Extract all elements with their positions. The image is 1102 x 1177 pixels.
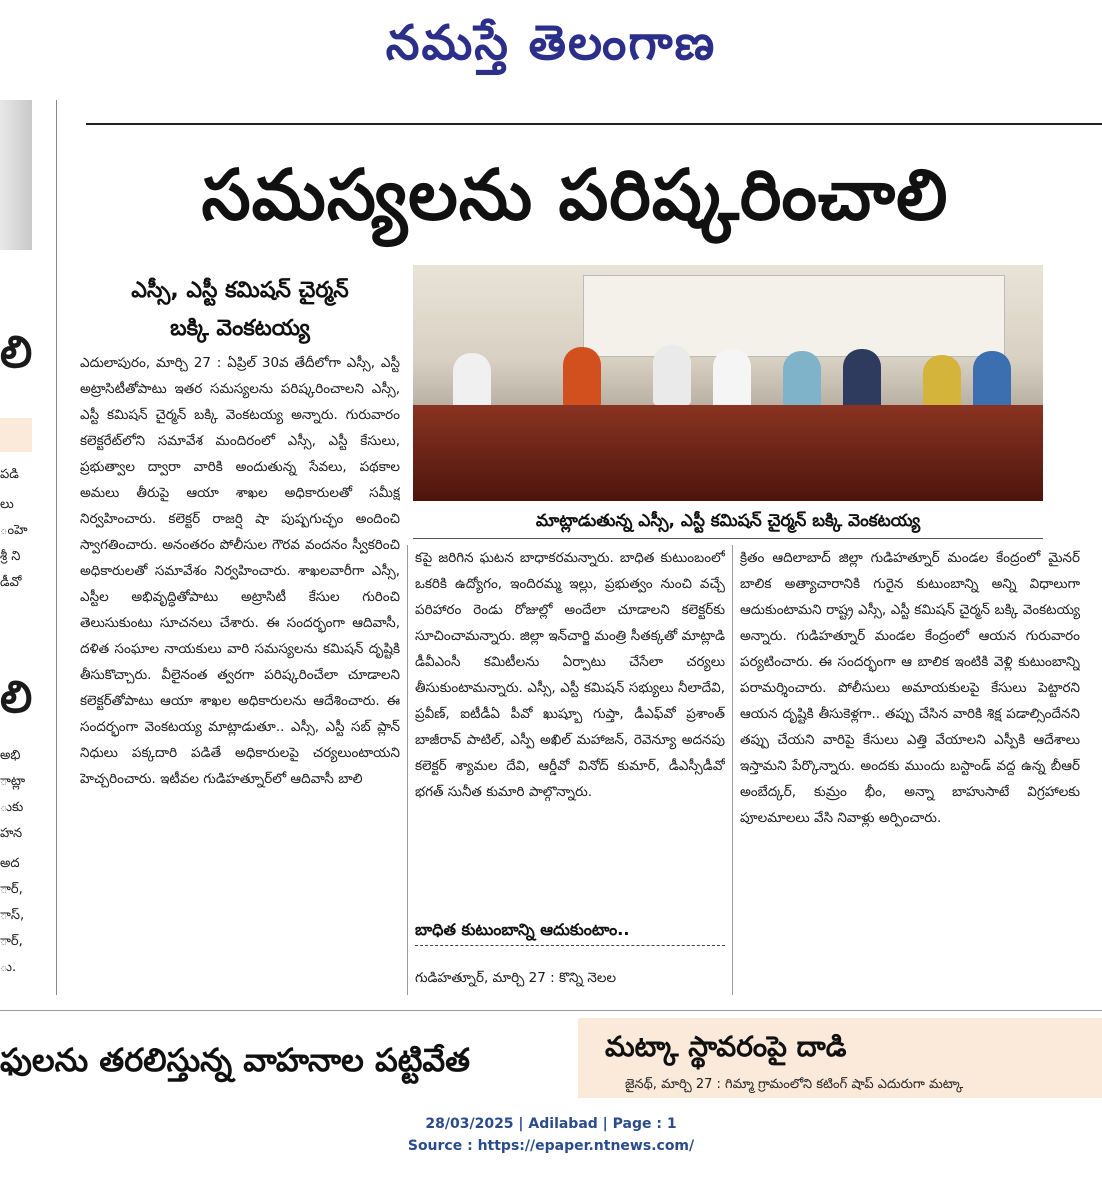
photo-figure bbox=[453, 353, 491, 413]
column-gutter-rule bbox=[732, 545, 733, 995]
article-inline-subhead: బాధిత కుటుంబాన్ని ఆదుకుంటాం.. bbox=[415, 915, 725, 946]
photo-backdrop-banner bbox=[583, 275, 1005, 357]
adjacent-text-fragment: ాట్లా bbox=[0, 774, 26, 789]
adjacent-photo bbox=[0, 100, 32, 250]
footer-source[interactable]: Source : https://epaper.ntnews.com/ bbox=[407, 1138, 695, 1154]
caption-rule bbox=[413, 538, 1043, 539]
bottom-right-text: జైనథ్, మార్చి 27 : గిమ్మా గ్రామంలోని కటింగ్ షాప్ ఎదురుగా మట్కా bbox=[625, 1077, 964, 1092]
article-body-column-1: ఎదులాపురం, మార్చి 27 : ఏప్రిల్ 30వ తేదీలోగా ఎస్సీ, ఎస్టీ అట్రాసిటీతోపాటు ఇతర సమస్యలను పరిష్కరించాలని ఎస్సీ, ఎస్టీ కమిషన్ చైర్మన్ బక్కి వెంకటయ్య అన్నారు. గురువారం కలెక్టరేట్‌లోని సమావేశ మందిరంలో ఎస్సీ, ఎస్టీ కేసులు, ప్రభుత్వాల ద్వారా వారికి అందుతున్న సేవలు, పథకాల అమలు తీరుపై ఆయా శాఖల అధికారులతో సమీక్ష నిర్వహించారు. కలెక్టర్ రాజర్షి షా పుష్పగుచ్ఛం అందించి స్వాగతించారు. అనంతరం పోలీసుల గౌరవ వందనం స్వీకరించి అధికారులతో సమావేశం నిర్వహించారు. శాఖలవారీగా ఎస్సీ, ఎస్టీల అభివృద్ధితోపాటు అట్రాసిటీ కేసుల గురించి తెలుసుకుంటు సూచనలు చేశారు. ఈ సందర్భంగా ఆదివాసీ, దళిత సంఘాల నాయకులు వారి సమస్యలను కమిషన్ దృష్టికి తీసుకొచ్చారు. వీలైనంత త్వరగా పరిష్కరించేలా చూడాలని కలెక్టర్‌తోపాటు ఆయా శాఖల అధికారులను ఆదేశించారు. ఈ సందర్భంగా వెంకటయ్య మాట్లాడుతూ.. ఎస్సీ, ఎస్టీ సబ్ ప్లాన్ నిధులు పక్కదారి పడితే అధికారులపై చర్యలుంటాయని హెచ్చరించారు. ఇటీవల గుడిహత్నూర్‌లో ఆదివాసీ బాలి bbox=[80, 355, 400, 787]
article-headline: సమస్యలను పరిష్కరించాలి bbox=[201, 154, 949, 236]
article-subhead bbox=[80, 272, 400, 348]
adjacent-headline-fragment: లి bbox=[0, 327, 33, 378]
footer-date-edition: 28/03/2025 | Adilabad | Page : 1 bbox=[425, 1116, 677, 1132]
photo-caption: మాట్లాడుతున్న ఎస్సీ, ఎస్టీ కమిషన్ చైర్మన్ బక్కి వెంకటయ్య bbox=[535, 511, 921, 531]
article-body-column-3: క్రితం ఆదిలాబాద్ జిల్లా గుడిహత్నూర్ మండల కేంద్రంలో మైనర్ బాలిక అత్యాచారానికి గురైన కుటుంబాన్ని అన్ని విధాలుగా ఆదుకుంటామని రాష్ట్ర ఎస్సీ, ఎస్టీ కమిషన్ చైర్మన్ బక్కి వెంకటయ్య అన్నారు. గుడిహత్నూర్ మండల కేంద్రంలో ఆయన గురువారం పర్యటించారు. ఈ సందర్భంగా ఆ బాలిక ఇంటికి వెళ్లి కుటుంబాన్ని పరామర్శించారు. పోలీసులు అమాయకులపై కేసులు పెట్టారని ఆయన దృష్టికి తీసుకెళ్లగా.. తప్పు చేసిన వారికి శిక్ష పడాల్సిందేనని తప్పు చేయని వారిపై కేసులు ఎత్తి వేయాలని ఎస్పీకి ఆదేశాలు ఇస్తామని పేర్కొన్నారు. అందకు ముందు బస్టాండ్ వద్ద ఉన్న బీఆర్ అంబేద్కర్, కుమ్రం భీం, అన్నా బాహుసాటే విగ్రహాలకు పూలమాలలు వేసి నివాళ్లు అర్పించారు. bbox=[740, 550, 1080, 826]
photo-figure bbox=[843, 349, 881, 409]
adjacent-article-strip bbox=[0, 100, 56, 1000]
article-body-column-2: కపై జరిగిన ఘటన బాధాకరమన్నారు. బాధిత కుటుంబంలో ఒకరికి ఉద్యోగం, ఇందిరమ్మ ఇల్లు, ప్రభుత్వం నుంచి వచ్చే పరిహారం రెండు రోజుల్లో అందేలా చూడాలని కలెక్టర్‌కు సూచించామన్నారు. జిల్లా ఇన్‌చార్జి మంత్రి సీతక్కతో మాట్లాడి డీవీఎంసీ కమిటీలను ఏర్పాటు చేసేలా చర్యలు తీసుకుంటామన్నారు. ఎస్సీ, ఎస్టీ కమిషన్ సభ్యులు నీలాదేవి, ప్రవీణ్, ఐటీడీఏ పీవో ఖుష్బూ గుప్తా, డీఎఫ్‌వో ప్రశాంత్ బాజీరావ్ పాటిల్, ఎస్పీ అఖిల్ మహాజన్, రెవెన్యూ అదనపు కలెక్టర్ శ్యామల దేవి, ఆర్డీవో వినోద్ కుమార్, డీఎస్సీడీవో భగత్ సునీత కుమారి పాల్గొన్నారు. bbox=[415, 550, 725, 800]
adjacent-text-fragment: ంహె bbox=[0, 523, 28, 538]
photo-figure bbox=[653, 345, 691, 405]
photo-conference-table bbox=[413, 405, 1043, 501]
bottom-band-rule bbox=[0, 1010, 1102, 1011]
adjacent-highlight-box bbox=[0, 418, 32, 452]
adjacent-text-fragment: ార్, bbox=[0, 882, 23, 897]
article-body-column-2-continuation: గుడిహత్నూర్, మార్చి 27 : కొన్ని నెలల bbox=[415, 970, 617, 986]
photo-figure bbox=[713, 349, 751, 409]
column-gutter-rule bbox=[407, 545, 408, 995]
subhead-line: ఎస్సీ, ఎస్టీ కమిషన్ చైర్మన్ bbox=[131, 278, 349, 303]
adjacent-text-fragment: ుకు bbox=[0, 800, 24, 815]
adjacent-text-fragment: శ్రీ ని bbox=[0, 549, 21, 564]
adjacent-text-fragment: లు bbox=[0, 497, 14, 512]
adjacent-text-fragment: డీవో bbox=[0, 575, 22, 590]
article-photo bbox=[413, 265, 1043, 501]
adjacent-text-fragment: అభి bbox=[0, 748, 21, 763]
photo-figure bbox=[973, 351, 1011, 411]
adjacent-text-fragment: అద bbox=[0, 856, 20, 871]
adjacent-text-fragment: ాస్, bbox=[0, 908, 25, 923]
page-footer bbox=[0, 1113, 1102, 1157]
adjacent-text-fragment: హన bbox=[0, 826, 23, 841]
photo-figure bbox=[563, 347, 601, 407]
subhead-line: బక్కి వెంకటయ్య bbox=[170, 316, 310, 341]
column-divider bbox=[56, 100, 57, 995]
masthead-rule bbox=[86, 123, 1102, 125]
photo-figure bbox=[783, 351, 821, 411]
bottom-right-headline: మట్కా స్థావరంపై దాడి bbox=[605, 1030, 847, 1063]
adjacent-text-fragment: ార్, bbox=[0, 934, 23, 949]
newspaper-masthead: నమస్తే తెలంగాణ bbox=[385, 15, 717, 71]
adjacent-headline-fragment: లి bbox=[0, 672, 33, 723]
adjacent-text-fragment: పడి bbox=[0, 467, 19, 482]
bottom-left-headline: ఫులను తరలిస్తున్న వాహనాల పట్టివేత bbox=[0, 1041, 471, 1079]
adjacent-text-fragment: ు. bbox=[0, 960, 17, 975]
